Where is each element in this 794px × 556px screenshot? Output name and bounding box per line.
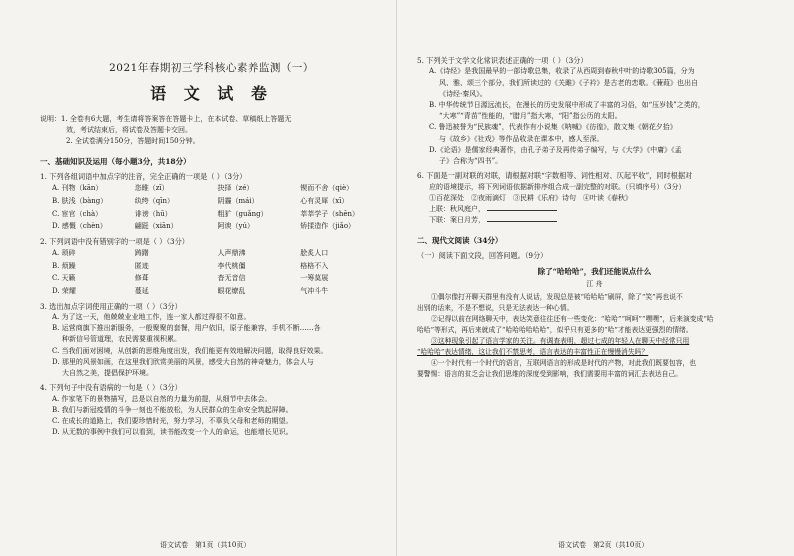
option-row [40,247,383,260]
option-line: D. 那里的风景如画，在这里我们欣赏美丽的风景，感受大自然的神奇魅力，体会人与 [52,357,314,366]
question-6-line: ①百花深处 ②夜雨滴灯 ③民耕《乐府》诗句 ④叶读《春秋》 [429,193,632,202]
couplet-lower-text: 下联：案日月芳， [429,216,485,225]
option-line: D. 从无数的事例中我们可以看到，读书能改变一个人的命运，也能增长见识。 [52,428,293,437]
option-cell: 矫揉造作（jiǎo） [300,222,356,231]
question-5-stem: 5. 下列关于文学文化常识表述正确的一项（ ）（3分） [417,56,588,65]
page-footer: 语文试卷 第1页（共10页） [160,541,251,549]
option-cell: 莘莘学子（shēn） [300,209,360,218]
question-5-options [417,66,772,167]
option-line: 种新信号管道理，农民需要重视积累。 [62,335,181,344]
option-row [40,182,383,195]
instruction-line: 效，考试结束后，将试卷及答题卡交回。 [66,126,192,134]
option-cell: 翩跹（xiān） [134,222,178,231]
instructions [40,114,383,147]
option-row [40,260,383,273]
question-6-line: 应的语境提示，将下列词语依据新排序组合成一副完整的对联。（只填序号）（3分） [429,182,686,191]
option-cell: D. 感慨（chèn） [52,222,107,231]
article-line: ①偶尔像打开聊天群里有没有人说话，发现总是被“哈哈哈”刷屏，除了“笑”再也说不 [431,292,683,301]
question-6-stem: 6. 下面是一副对联的对联，请根据对联“字数相等、词性相对、仄起平收”，同时根据对 [417,171,693,181]
option-line: B. 我们与新冠疫情的斗争一刻也不能放松，为人民群众的生命安全筑起屏障。 [52,405,293,414]
question-1-stem: 1. 下列各组词语中加点字的注音，完全正确的一项是（ ）（3分） [40,172,247,181]
article-line: 要警惕：语言的贫乏会让我们思维的深度受到影响，我们需要用丰富的词汇去表达自己。 [417,369,683,378]
option-line: C. 鲁迅被誉为“民族魂”，代表作有小说集《呐喊》《彷徨》，散文集《朝花夕拾》 [429,123,677,132]
option-line: A. 为了这一天，他兢兢业业地工作，连一家人都过得很不如意。 [52,312,251,321]
option-cell: 李代桃僵 [217,261,246,270]
question-3-stem: 3. 选出加点字词使用正确的一项（ ）（3分） [40,301,182,311]
exam-title: 2021年春期初三学科核心素养监测（一） [109,62,314,74]
question-2-options [40,247,383,297]
option-cell: C. 宦官（chà） [52,209,103,218]
option-line: B. 中华传统节日源远流长，在漫长的历史发展中形成了丰富的习俗，如“压岁钱”之类的， [429,101,705,110]
option-line: A.《诗经》是我国最早的一部诗歌总集，收录了从西周到春秋中叶的诗歌305篇，分为 [429,67,695,76]
option-row [40,220,383,233]
right-page [397,0,794,556]
page-footer: 语文试卷 第2页（共10页） [558,541,649,549]
answer-blank[interactable] [487,221,557,222]
option-cell: D. 荣耀 [52,286,76,295]
option-cell: 阴霾（mái） [217,197,259,205]
option-cell: 锲而不舍（qiè） [300,184,354,193]
option-cell: 粗犷（guǎng） [217,209,268,218]
option-cell: 恣睢（zī） [134,184,169,193]
subject-title: 语 文 试 卷 [150,84,273,103]
question-1-options [40,182,383,232]
option-cell: 气冲斗牛 [300,286,329,295]
option-cell: 一筹莫展 [300,274,329,283]
option-cell: 人声鼎沸 [217,249,246,258]
option-row [40,272,383,285]
question-3-options [40,312,383,379]
instruction-line: 2. 全试卷满分150分，答题时间150分钟。 [66,137,200,145]
article-line: “哈哈哈”表达情绪，这让我们不禁思考，语言表达的丰富性正在慢慢消失吗？ [417,347,649,356]
option-row [40,208,383,221]
option-cell: 杳无音信 [217,274,246,283]
option-line: “大寒”“青苗”性能的，“腊月”指大寒，“阳”指公历的太阳。 [439,112,622,121]
option-cell: B. 肤浅（bàng） [52,197,108,205]
question-6-body [417,182,772,227]
question-2-stem: 2. 下列词语中没有错别字的一项是（ ）（3分） [40,236,189,246]
option-cell: 阿谀（yú） [217,222,254,231]
option-cell: 脍炙人口 [300,249,329,258]
option-line: D.《论语》是儒家经典著作，由孔子弟子及再传弟子编写，与《大学》《中庸》《孟 [429,145,682,154]
option-line: 与《故乡》《社戏》等作品收录在课本中，感人至深。 [439,134,604,143]
option-line: C. 在成长的道路上，我们要珍惜时光，努力学习，不辜负父母和老师的期望。 [52,417,293,425]
option-cell: 抉择（zé） [217,184,254,193]
article-body [417,292,772,380]
couplet-upper [429,204,772,215]
option-cell: 诽谤（hū） [134,209,172,218]
option-line: 《诗经·秦风》。 [439,89,487,98]
option-cell: 踌躇 [134,249,149,258]
article-line: ②记得以前在网络聊天中，表达笑意往往还有一些变化：“哈哈”“呵呵”“嘿嘿”，后来演变成“哈 [431,314,714,323]
option-line: C. 当我们面对困境，从创新的思维角度出发，我们能更有效地解决问题，取得良好效果。 [52,346,328,355]
option-row [40,285,383,298]
option-cell: 格格不入 [300,261,329,270]
section-heading: 二、现代文阅读（34分） [417,236,503,246]
option-line: A. 作家笔下的景物描写，总是以自然的力量为前提，从细节中去体会。 [52,394,272,403]
option-line: 子》合称为“四书”。 [439,157,503,166]
question-4-stem: 4. 下列句子中没有语病的一句是（ ）（3分） [40,383,182,393]
couplet-upper-text: 上联：秋风庭户， [429,205,485,214]
subsection-heading: （一）阅读下面文段，回答问题。（9分） [417,251,548,261]
couplet-lower [429,215,772,226]
article-line: 出别的话来，不是不想说，只是无法表达一种心情。 [417,303,574,312]
option-line: 风、雅、颂三个部分，我们所读过的《关雎》《子衿》是古老的恋歌。《蒹葭》也出自 [439,78,698,87]
option-line: 大自然之美，提倡保护环境。 [62,368,153,377]
article-title: 除了“哈哈哈”，我们还能说点什么 [537,266,652,276]
option-cell: 匿迹 [134,261,149,270]
option-cell: 眼花缭乱 [217,286,246,295]
option-cell: B. 烦躁 [52,261,76,270]
option-cell: A. 刊物（kān） [52,184,103,193]
option-cell: C. 天籁 [52,274,76,283]
option-cell: 蔓延 [134,286,149,295]
answer-blank[interactable] [487,210,557,211]
article-line: 哈哈”等形式，再后来就成了“哈哈哈哈哈哈”，似乎只有更多的“哈”才能表达更强烈的情绪。 [417,325,693,334]
option-cell: 纨绔（qīn） [134,197,174,205]
option-cell: 心有灵犀（xī） [300,197,349,205]
article-author: 江 舟 [586,279,603,288]
option-line: B. 运营商旗下推出新服务，一般聚聚的套餐，用户依旧，原子能兼容，手机不断……各 [52,324,321,333]
instruction-line: 说明：1. 全卷有6大题，考生请将答案答在答题卡上，在本试卷、草稿纸上答题无 [40,115,292,123]
option-cell: 修葺 [134,274,149,283]
option-cell: A. 琐碎 [52,249,76,258]
section-heading: 一、基础知识及运用（每小题3分，共18分） [40,157,191,166]
option-row [40,195,383,208]
article-line: ④一个时代有一个时代的语言，互联网语言的形成是时代的产物，对此我们既要包容，也 [431,358,697,367]
article-line: ③这种现象引起了语言学家的关注。有调查表明，超过七成的年轻人在聊天中经常只用 [431,336,690,345]
question-4-options [40,394,383,439]
